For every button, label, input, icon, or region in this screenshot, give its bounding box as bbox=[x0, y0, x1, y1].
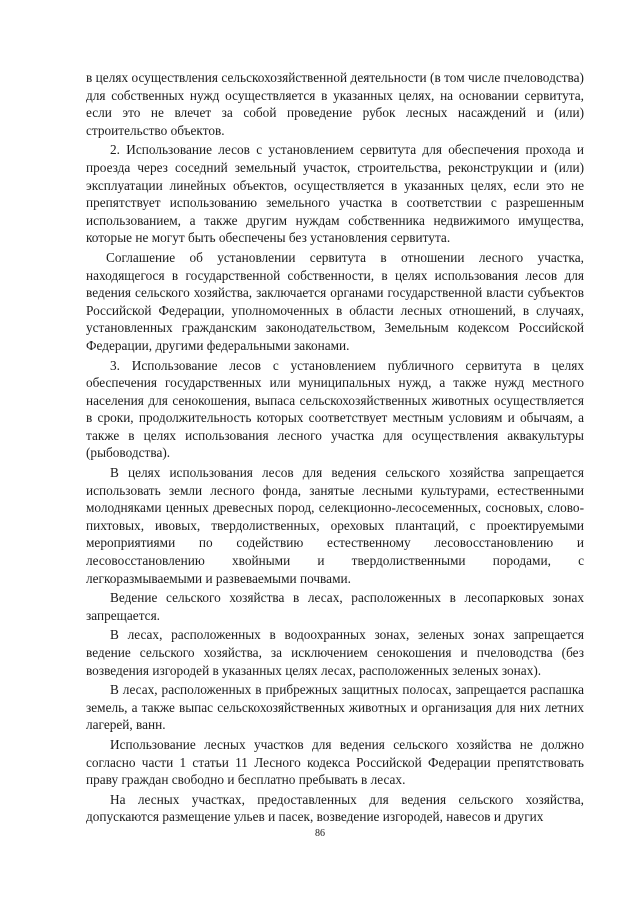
paragraph-3: Соглашение об установлении сервитута в отношении лесного участка, находящегося в государственной собственности, в целях использования лесов для ведения сельского хозяйства, заключается органами государственной власти субъектов Российской Федерации, уполномоченных в области лесных отношений, в случаях, установленных гражданским законодательством, Земельным кодексом Российской Федерации, другими федеральными законами. bbox=[86, 249, 584, 353]
paragraph-10: На лесных участках, предоставленных для ведения сельского хозяйства, допускаются размещение ульев и пасек, возведение изгородей, навесов и других bbox=[86, 791, 584, 825]
paragraph-8: В лесах, расположенных в прибрежных защитных полосах, запрещается распашка земель, а также выпас сельскохозяйственных животных и организация для них летних лагерей, ванн. bbox=[86, 682, 584, 733]
paragraph-4: 3. Использование лесов с установлением публичного сервитута в целях обеспечения государственных или муниципальных нужд, а также нужд местного населения для сенокошения, выпаса сельскохозяйственных животных осуществляется в сроки, продолжительность которых соответствует местным условиям и обычаям, а также в целях использования лесного участка для осуществления аквакультуры (рыбоводства). bbox=[86, 357, 584, 461]
paragraph-1: в целях осуществления сельскохозяйственной деятельности (в том числе пчеловодства) для собственных нужд осуществляется в указанных целях, на основании сервитута, если это не влечет за собой проведение рубок лесных насаждений и (или) строительство объектов. bbox=[86, 70, 584, 138]
body-text bbox=[86, 69, 584, 826]
page-number: 86 bbox=[315, 828, 325, 839]
paragraph-5: В целях использования лесов для ведения сельского хозяйства запрещается использовать земли лесного фонда, занятые лесными культурами, естественными молодняками ценных древесных пород, селекционно-лесосеменных, сосновых, слово-пихтовых, ивовых, твердолиственных, ореховых плантаций, с проектируемыми мероприятиями по содействию естественному лесовосстановлению и лесовосстановлению хвойными и твердолиственными породами, с легкоразмываемыми и развеваемыми почвами. bbox=[86, 465, 584, 586]
paragraph-2: 2. Использование лесов с установлением сервитута для обеспечения прохода и проезда через соседний земельный участок, строительства, реконструкции и (или) эксплуатации линейных объектов, осуществляется в указанных целях, если это не препятствует использованию земельного участка в соответствии с разрешенным использованием, а также другим нуждам собственника недвижимого имущества, которые не могут быть обеспечены без установления сервитута. bbox=[86, 142, 584, 246]
paragraph-7: В лесах, расположенных в водоохранных зонах, зеленых зонах запрещается ведение сельского хозяйства, за исключением сенокошения и пчеловодства (без возведения изгородей в указанных целях лесах, расположенных зеленых зонах). bbox=[86, 627, 584, 678]
paragraph-6: Ведение сельского хозяйства в лесах, расположенных в лесопарковых зонах запрещается. bbox=[86, 590, 584, 623]
paragraph-9: Использование лесных участков для ведения сельского хозяйства не должно согласно части 1 статьи 11 Лесного кодекса Российской Федерации препятствовать праву граждан свободно и бесплатно пребывать в лесах. bbox=[86, 736, 584, 788]
